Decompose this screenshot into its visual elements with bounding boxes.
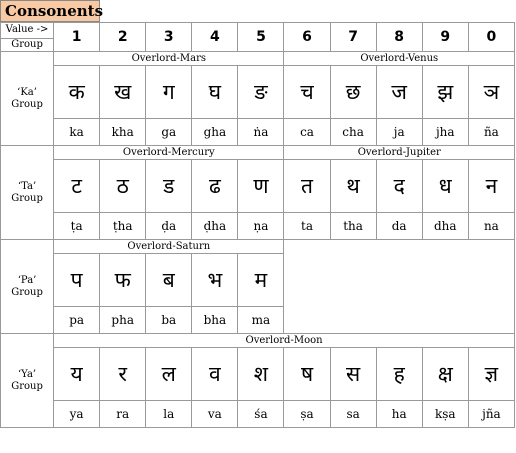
value-number: 0 <box>468 23 514 52</box>
devanagari-letter: झ <box>422 66 468 119</box>
devanagari-letter: ङ <box>238 66 284 119</box>
devanagari-letter: ढ <box>192 160 238 213</box>
transliteration: ta <box>284 213 330 240</box>
value-number: 8 <box>376 23 422 52</box>
group-label-ka <box>1 52 54 146</box>
transliteration: ṭa <box>54 213 100 240</box>
transliteration: cha <box>330 119 376 146</box>
transliteration: na <box>468 213 514 240</box>
ta-letter-row <box>1 160 515 213</box>
devanagari-letter: ग <box>146 66 192 119</box>
transliteration: ba <box>146 307 192 334</box>
transliteration: jña <box>468 401 514 428</box>
transliteration: ṭha <box>100 213 146 240</box>
devanagari-letter: प <box>54 254 100 307</box>
overlord-mercury: Overlord-Mercury <box>54 146 284 160</box>
devanagari-letter: भ <box>192 254 238 307</box>
group-name: ‘Ka’ <box>17 86 37 98</box>
ka-translit-row <box>1 119 515 146</box>
transliteration: kṣa <box>422 401 468 428</box>
transliteration: ḍa <box>146 213 192 240</box>
group-label-ta <box>1 146 54 240</box>
group-name: ‘Pa’ <box>17 274 37 286</box>
transliteration: ḍha <box>192 213 238 240</box>
devanagari-letter: ण <box>238 160 284 213</box>
devanagari-letter: स <box>330 348 376 401</box>
devanagari-letter: ड <box>146 160 192 213</box>
devanagari-letter: श <box>238 348 284 401</box>
overlord-mars: Overlord-Mars <box>54 52 284 66</box>
devanagari-letter: ञ <box>468 66 514 119</box>
empty-area <box>284 240 515 334</box>
ka-overlord-row <box>1 52 515 66</box>
value-number: 1 <box>54 23 100 52</box>
value-number: 7 <box>330 23 376 52</box>
group-label-pa <box>1 240 54 334</box>
value-label: Value -> <box>1 24 53 39</box>
transliteration: tha <box>330 213 376 240</box>
devanagari-letter: थ <box>330 160 376 213</box>
overlord-venus: Overlord-Venus <box>284 52 515 66</box>
devanagari-letter: क <box>54 66 100 119</box>
ta-overlord-row <box>1 146 515 160</box>
transliteration: ṣa <box>284 401 330 428</box>
transliteration: śa <box>238 401 284 428</box>
consonants-table <box>0 22 515 428</box>
transliteration: jha <box>422 119 468 146</box>
transliteration: la <box>146 401 192 428</box>
transliteration: ka <box>54 119 100 146</box>
devanagari-letter: च <box>284 66 330 119</box>
devanagari-letter: ष <box>284 348 330 401</box>
value-number: 2 <box>100 23 146 52</box>
devanagari-letter: घ <box>192 66 238 119</box>
devanagari-letter: ध <box>422 160 468 213</box>
group-word: Group <box>11 192 43 204</box>
group-label-ya <box>1 334 54 428</box>
transliteration: ca <box>284 119 330 146</box>
transliteration: sa <box>330 401 376 428</box>
devanagari-letter: ब <box>146 254 192 307</box>
transliteration: ma <box>238 307 284 334</box>
value-number: 5 <box>238 23 284 52</box>
devanagari-letter: व <box>192 348 238 401</box>
devanagari-letter: फ <box>100 254 146 307</box>
transliteration: dha <box>422 213 468 240</box>
value-number: 6 <box>284 23 330 52</box>
value-number: 3 <box>146 23 192 52</box>
transliteration: ña <box>468 119 514 146</box>
transliteration: pha <box>100 307 146 334</box>
devanagari-letter: द <box>376 160 422 213</box>
devanagari-letter: ट <box>54 160 100 213</box>
devanagari-letter: न <box>468 160 514 213</box>
devanagari-letter: य <box>54 348 100 401</box>
table-title: Consonents <box>0 0 100 22</box>
devanagari-letter: ख <box>100 66 146 119</box>
devanagari-letter: त <box>284 160 330 213</box>
group-word: Group <box>11 286 43 298</box>
transliteration: va <box>192 401 238 428</box>
overlord-jupiter: Overlord-Jupiter <box>284 146 515 160</box>
devanagari-letter: छ <box>330 66 376 119</box>
ya-overlord-row <box>1 334 515 348</box>
group-word: Group <box>11 98 43 110</box>
header-row <box>1 23 515 52</box>
group-label: Group <box>11 39 43 50</box>
transliteration: ga <box>146 119 192 146</box>
transliteration: ja <box>376 119 422 146</box>
transliteration: ṅa <box>238 119 284 146</box>
devanagari-letter: ह <box>376 348 422 401</box>
value-number: 4 <box>192 23 238 52</box>
value-group-header <box>1 23 54 52</box>
devanagari-letter: म <box>238 254 284 307</box>
group-name: ‘Ya’ <box>17 368 37 380</box>
devanagari-letter: ज्ञ <box>468 348 514 401</box>
transliteration: bha <box>192 307 238 334</box>
overlord-saturn: Overlord-Saturn <box>54 240 284 254</box>
group-word: Group <box>11 380 43 392</box>
overlord-moon: Overlord-Moon <box>54 334 515 348</box>
transliteration: gha <box>192 119 238 146</box>
devanagari-letter: ल <box>146 348 192 401</box>
transliteration: ha <box>376 401 422 428</box>
ta-translit-row <box>1 213 515 240</box>
group-name: ‘Ta’ <box>17 180 37 192</box>
transliteration: da <box>376 213 422 240</box>
value-number: 9 <box>422 23 468 52</box>
transliteration: ya <box>54 401 100 428</box>
devanagari-letter: र <box>100 348 146 401</box>
devanagari-letter: ज <box>376 66 422 119</box>
devanagari-letter: क्ष <box>422 348 468 401</box>
transliteration: ra <box>100 401 146 428</box>
ya-letter-row <box>1 348 515 401</box>
transliteration: pa <box>54 307 100 334</box>
ka-letter-row <box>1 66 515 119</box>
ya-translit-row <box>1 401 515 428</box>
transliteration: kha <box>100 119 146 146</box>
pa-overlord-row <box>1 240 515 254</box>
transliteration: ṇa <box>238 213 284 240</box>
devanagari-letter: ठ <box>100 160 146 213</box>
